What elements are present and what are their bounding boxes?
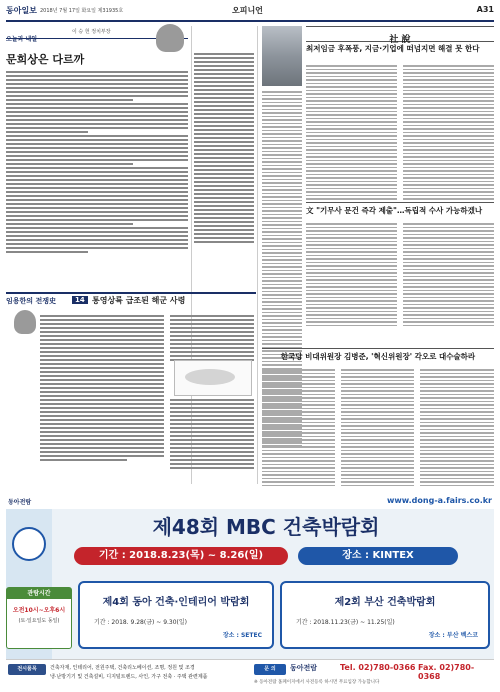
column-author: 임용한의 전쟁史 bbox=[6, 297, 57, 305]
editorial-headline-2: 文 "기무사 문건 즉각 제출"…독립적 수사 가능하겠나 bbox=[306, 206, 483, 215]
editorial-headline-1: 최저임금 후폭풍, 지금·기업에 떠넘지면 해결 못 한다 bbox=[306, 44, 480, 53]
ad-header bbox=[6, 495, 494, 509]
column-title: 문희상은 다르까 bbox=[6, 53, 85, 66]
column-body bbox=[40, 314, 164, 463]
ad-main-info bbox=[66, 545, 466, 567]
editorials-section bbox=[262, 26, 494, 484]
ad-items-list: 냉·난방기기 및 건축설비, 디지털트렌드, 사인, 가구 전축 · 주택 관련제품 bbox=[50, 674, 208, 680]
ad-main-box bbox=[6, 509, 494, 659]
column-divider bbox=[257, 26, 258, 484]
issue-date: 2018년 7월 17일 화요일 제31935호 bbox=[40, 8, 124, 14]
map-illustration bbox=[174, 360, 252, 396]
event-venue: 장소 : SETEC bbox=[222, 632, 262, 639]
author-photo bbox=[14, 310, 36, 334]
editorial-badge: 社 說 bbox=[389, 35, 411, 45]
column-number: 14 bbox=[72, 296, 88, 304]
column-author: 이 승 헌 정치부장 bbox=[72, 29, 111, 35]
editorial-divider bbox=[262, 348, 494, 349]
ad-event-1 bbox=[78, 581, 274, 649]
ad-period: 기간 : 2018.8.23(목) ~ 8.26(일) bbox=[74, 547, 288, 565]
photo bbox=[262, 26, 302, 86]
ad-fax: Fax. 02)780-0368 bbox=[418, 663, 475, 681]
editorial-body-2 bbox=[403, 222, 494, 328]
event-date: 기간 : 2018.11.23(금) ~ 11.25(일) bbox=[296, 619, 395, 626]
ad-hours-note: (토·일요일도 동일) bbox=[18, 618, 60, 624]
ad-contact-label: 문 의 bbox=[254, 664, 286, 675]
event-venue: 장소 : 부산 벡스코 bbox=[428, 632, 478, 639]
column-today-tomorrow bbox=[6, 26, 188, 288]
ad-hours-value: 오전10시~오후6시 bbox=[12, 607, 66, 614]
editorial-body-3 bbox=[420, 368, 494, 488]
ad-sponsor-label: 동아전람 bbox=[8, 499, 32, 506]
newspaper-logo: 동아일보 bbox=[6, 6, 37, 15]
editorial-body-1 bbox=[403, 64, 494, 205]
editorial-body-2 bbox=[306, 222, 397, 328]
ad-items-list: 건축자재, 인테리어, 전원주택, 건축리노베이션, 조명, 정원 및 조경 bbox=[50, 665, 195, 671]
section-title: 오피니언 bbox=[232, 6, 263, 15]
editorial-banner bbox=[306, 26, 494, 45]
editorial-body-3 bbox=[262, 368, 335, 488]
ad-website[interactable]: www.dong-a.fairs.co.kr bbox=[386, 496, 492, 505]
column-war-history bbox=[6, 292, 256, 490]
ad-hours-label: 관람시간 bbox=[7, 588, 71, 599]
island-shape bbox=[185, 369, 235, 385]
column-body-continued bbox=[194, 52, 254, 288]
page-masthead bbox=[6, 4, 494, 22]
calendar-icon bbox=[12, 527, 46, 561]
page-number: A31 bbox=[476, 5, 494, 14]
ad-note: ※ 동아전람 홈페이지에서 사전등록 하시면 무료입장 가능합니다 bbox=[254, 680, 380, 685]
ad-tel: Tel. 02)780-0366 bbox=[340, 663, 416, 672]
ad-hours-box bbox=[6, 587, 72, 649]
column-body bbox=[170, 398, 254, 471]
ad-items-label: 전시품목 bbox=[8, 664, 46, 675]
editorial-headline-3: 한국당 비대위원장 김병준, '혁신위원장' 각오로 대수술하라 bbox=[280, 352, 476, 361]
ad-venue: 장소 : KINTEX bbox=[298, 547, 458, 565]
ad-footer bbox=[6, 659, 494, 692]
ad-title: 제48회 MBC 건축박람회 bbox=[152, 515, 380, 539]
author-photo bbox=[156, 24, 184, 52]
column-title: 통영상륙 급조된 해군 사령 bbox=[92, 296, 186, 305]
ad-event-2 bbox=[280, 581, 490, 649]
column-body bbox=[170, 314, 254, 363]
event-title: 제4회 동아 건축·인테리어 박람회 bbox=[102, 597, 250, 608]
editorial-body-1 bbox=[306, 64, 397, 205]
editorial-body-3 bbox=[341, 368, 414, 488]
event-date: 기간 : 2018. 9.28(금) ~ 9.30(일) bbox=[94, 619, 188, 626]
ad-company: 동아전람 bbox=[290, 664, 318, 672]
editorial-divider bbox=[306, 202, 494, 203]
event-title: 제2회 부산 건축박람회 bbox=[334, 597, 436, 608]
column-body bbox=[6, 71, 188, 253]
mbc-architecture-fair-ad bbox=[6, 495, 494, 691]
column-label: 오늘과 내일 bbox=[6, 36, 38, 43]
